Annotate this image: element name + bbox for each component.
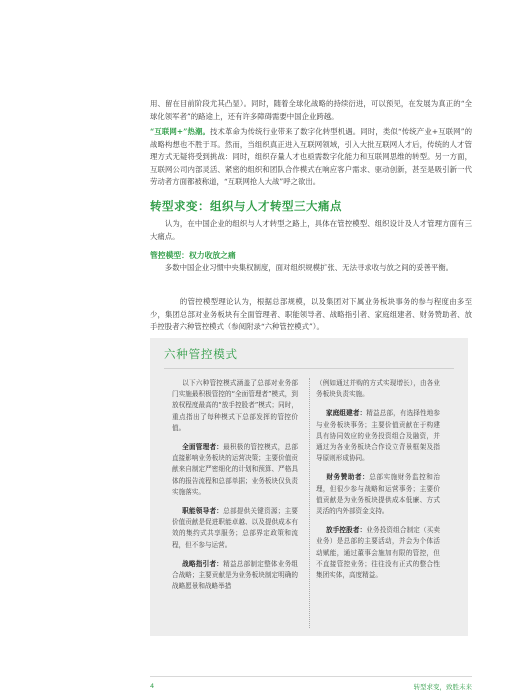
section-heading: 转型求变：组织与人才转型三大痛点 <box>150 199 342 213</box>
model-full-manager: 全面管理者：最积极的管控模式，总部直接影响业务板块的运营决策；主要价值贡献来自制定严密细化的计划和预算、严格具体的报告流程和总部单据；业务板块仅负责实施落实。 <box>172 443 299 496</box>
subsection-heading: 管控模型：权力收放之痛 <box>150 251 236 260</box>
page-number: 4 <box>150 682 155 690</box>
column-divider <box>309 378 310 628</box>
model-strategic-guide: 战略指引者：精益总部制定整体业务组合战略；主要贡献是为业务板块制定明确的战略愿景和战略举措 <box>172 559 299 591</box>
box-title-rule <box>164 368 454 369</box>
model-hands-off-holder: 放手控股者：业务投资组合制定（买卖业务）是总部的主要活动，并会为个体活动赋能，通过董事会施加有限的管控，但不直接管控业务；往往没有正式的整合性集团实体，高度精益。 <box>316 526 441 580</box>
model-financial-sponsor: 财务赞助者：总部实施财务监控和治理，但很少参与战略和运营事务；主要价值贡献是为业务板块提供成本低廉、方式灵活的内外部资金支持。 <box>316 473 441 516</box>
subsection-paragraph-2: 的管控模型理论认为，根据总部规模，以及集团对下属业务板块事务的参与程度由多至少，集团总部对业务板块有全面管理者、职能领导者、战略指引者、家庭组建者、财务赞助者、放手控股者六种管控模式（参阅附录“六种管控模式”）。 <box>150 297 472 332</box>
box-intro: 以下六种管控模式涵盖了总部对业务部门实施最积极管控的“全面管理者”模式，到放权程度最高的“放手控股者”模式；同时，重点指出了每种模式下总部发挥的管控价值。 <box>172 379 298 432</box>
section-intro: 认为，在中国企业的组织与人才转型之路上，具体在管控模型、组织设计及人才管理方面有三大痛点。 <box>150 219 472 241</box>
internet-plus-label: “互联网+”热潮。 <box>150 127 211 136</box>
model-functional-leader: 职能领导者：总部提供关键资源；主要价值贡献是促进职能卓越、以及提供成本有效的集约式共享服务；总部界定政策和流程，但不参与运营。 <box>172 507 299 549</box>
box-right-column <box>316 378 440 589</box>
subsection-paragraph-1: 多数中国企业习惯中央集权制度，面对组织规模扩张、无法寻求收与放之间的妥善平衡。 <box>164 263 454 272</box>
intro-paragraph: 用、留在目前阶段尤其凸显）。同时，随着全球化战略的持续衍进，可以预见，在发展为真正的“全球化领军者”的路途上，还有许多障碍需要中国企业跨越。 <box>150 99 472 121</box>
box-title: 六种管控模式 <box>164 347 238 361</box>
internet-plus-text: 技术革命为传统行业带来了数字化转型机遇。同时，类似“传统产业+互联网”的战略构想也不胜于耳。然而，当组织真正进入互联网领域，引入大批互联网人才后，传统的人才管理方式无疑将受到挑战：同时，组织存量人才也亟需数字化能力和互联网思维的转型。另一方面，互联网公司内部灵活、紧密的组织和团队合作模式在响应客户需求、驱动创新，甚至是吸引新一代劳动者方面都被称道，“互联网抢人大战”呼之欲出。 <box>150 127 472 187</box>
internet-plus-paragraph <box>150 126 472 189</box>
box-left-column <box>172 378 298 600</box>
model-family-builder: 家庭组建者：精益总部，有选择性地参与业务板块事务；主要价值贡献在于构建具有协同效应的业务投资组合及融资，并通过为各业务板块合作设立背景框架及指导原则形成协同。 <box>316 409 441 463</box>
footer-rule <box>150 676 472 677</box>
model-strategic-guide-cont: （例如通过并购的方式实现增长），由各业务板块负责实施。 <box>316 379 440 399</box>
footer-title: 转型求变，致胜未来 <box>413 683 472 691</box>
six-control-models-box <box>150 338 468 636</box>
